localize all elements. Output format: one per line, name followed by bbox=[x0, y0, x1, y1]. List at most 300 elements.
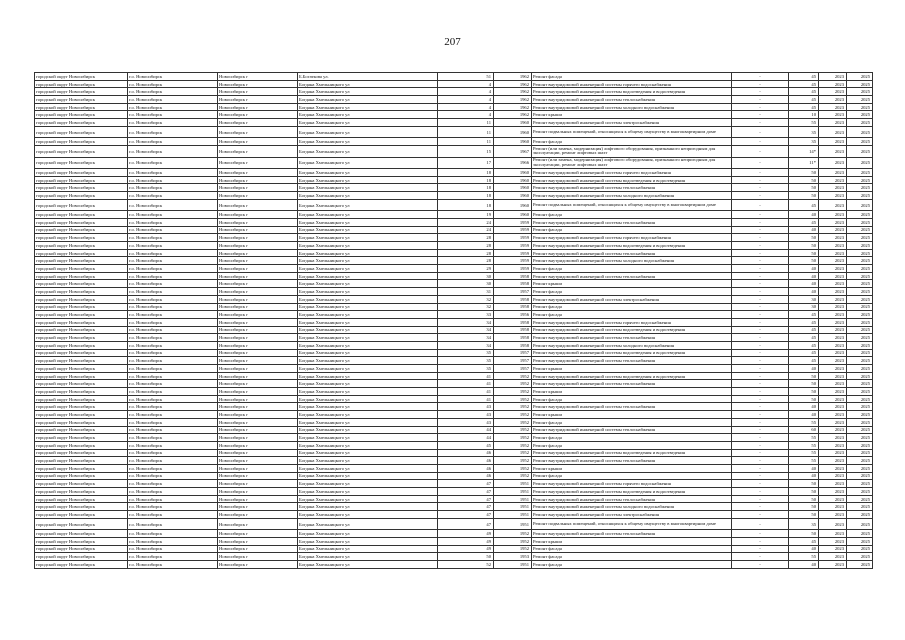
dash-cell: - bbox=[732, 495, 789, 503]
district-cell: г.о. Новосибирск bbox=[128, 537, 218, 545]
street-cell: Богдана Хмельницкого ул bbox=[298, 403, 438, 411]
end-year-cell: 2025 bbox=[847, 372, 873, 380]
house-number-cell: 31 bbox=[438, 288, 494, 296]
work-type-cell: Ремонт фасада bbox=[532, 395, 732, 403]
house-number-cell: 28 bbox=[438, 257, 494, 265]
dash-cell: - bbox=[732, 226, 789, 234]
street-cell: Богдана Хмельницкого ул bbox=[298, 249, 438, 257]
street-cell: Богдана Хмельницкого ул bbox=[298, 226, 438, 234]
work-type-cell: Ремонт фасада bbox=[532, 138, 732, 146]
city-cell: Новосибирск г bbox=[218, 495, 298, 503]
district-cell: г.о. Новосибирск bbox=[128, 126, 218, 138]
table-row bbox=[35, 418, 873, 426]
city-cell: Новосибирск г bbox=[218, 411, 298, 419]
dash-cell: - bbox=[732, 537, 789, 545]
start-year-cell: 2023 bbox=[819, 426, 847, 434]
dash-cell: - bbox=[732, 441, 789, 449]
street-cell: Богдана Хмельницкого ул bbox=[298, 395, 438, 403]
work-type-cell: Ремонт фасада bbox=[532, 288, 732, 296]
year-built-cell: 1958 bbox=[494, 318, 532, 326]
year-built-cell: 1959 bbox=[494, 257, 532, 265]
street-cell: Богдана Хмельницкого ул bbox=[298, 218, 438, 226]
end-year-cell: 2025 bbox=[847, 272, 873, 280]
start-year-cell: 2023 bbox=[819, 418, 847, 426]
table-row bbox=[35, 169, 873, 177]
table-row bbox=[35, 146, 873, 158]
municipality-cell: городской округ Новосибирск bbox=[35, 226, 128, 234]
dash-cell: - bbox=[732, 184, 789, 192]
cost-cell: 45 bbox=[789, 96, 819, 104]
cost-cell: 45 bbox=[789, 318, 819, 326]
start-year-cell: 2023 bbox=[819, 441, 847, 449]
city-cell: Новосибирск г bbox=[218, 341, 298, 349]
district-cell: г.о. Новосибирск bbox=[128, 311, 218, 319]
end-year-cell: 2025 bbox=[847, 280, 873, 288]
dash-cell: - bbox=[732, 103, 789, 111]
year-built-cell: 1951 bbox=[494, 518, 532, 530]
street-cell: Богдана Хмельницкого ул bbox=[298, 234, 438, 242]
cost-cell: 50 bbox=[789, 176, 819, 184]
cost-cell: 55 bbox=[789, 418, 819, 426]
house-number-cell: 45 bbox=[438, 441, 494, 449]
dash-cell: - bbox=[732, 265, 789, 273]
dash-cell: - bbox=[732, 349, 789, 357]
end-year-cell: 2025 bbox=[847, 199, 873, 211]
dash-cell: - bbox=[732, 380, 789, 388]
cost-cell: 40 bbox=[789, 403, 819, 411]
start-year-cell: 2023 bbox=[819, 395, 847, 403]
municipality-cell: городской округ Новосибирск bbox=[35, 265, 128, 273]
street-cell: Богдана Хмельницкого ул bbox=[298, 357, 438, 365]
city-cell: Новосибирск г bbox=[218, 311, 298, 319]
table-row bbox=[35, 111, 873, 119]
city-cell: Новосибирск г bbox=[218, 295, 298, 303]
work-type-cell: Ремонт фасада bbox=[532, 211, 732, 219]
dash-cell: - bbox=[732, 334, 789, 342]
year-built-cell: 1960 bbox=[494, 199, 532, 211]
table-row bbox=[35, 349, 873, 357]
year-built-cell: 1959 bbox=[494, 226, 532, 234]
city-cell: Новосибирск г bbox=[218, 272, 298, 280]
street-cell: Богдана Хмельницкого ул bbox=[298, 537, 438, 545]
start-year-cell: 2023 bbox=[819, 265, 847, 273]
city-cell: Новосибирск г bbox=[218, 146, 298, 158]
start-year-cell: 2023 bbox=[819, 280, 847, 288]
dash-cell: - bbox=[732, 553, 789, 561]
street-cell: Богдана Хмельницкого ул bbox=[298, 488, 438, 496]
dash-cell: - bbox=[732, 295, 789, 303]
municipality-cell: городской округ Новосибирск bbox=[35, 326, 128, 334]
street-cell: Б.Богаткова ул. bbox=[298, 73, 438, 81]
city-cell: Новосибирск г bbox=[218, 372, 298, 380]
end-year-cell: 2025 bbox=[847, 211, 873, 219]
street-cell: Богдана Хмельницкого ул bbox=[298, 511, 438, 519]
dash-cell: - bbox=[732, 96, 789, 104]
work-type-cell: Ремонт подвальных помещений, относящихся к общему имуществу в многоквартирном доме bbox=[532, 518, 732, 530]
cost-cell: 30 bbox=[789, 295, 819, 303]
end-year-cell: 2025 bbox=[847, 111, 873, 119]
house-number-cell: 44 bbox=[438, 426, 494, 434]
street-cell: Богдана Хмельницкого ул bbox=[298, 518, 438, 530]
end-year-cell: 2025 bbox=[847, 218, 873, 226]
district-cell: г.о. Новосибирск bbox=[128, 249, 218, 257]
house-number-cell: 34 bbox=[438, 334, 494, 342]
start-year-cell: 2023 bbox=[819, 457, 847, 465]
cost-cell: 40 bbox=[789, 226, 819, 234]
district-cell: г.о. Новосибирск bbox=[128, 288, 218, 296]
start-year-cell: 2023 bbox=[819, 357, 847, 365]
city-cell: Новосибирск г bbox=[218, 441, 298, 449]
district-cell: г.о. Новосибирск bbox=[128, 103, 218, 111]
street-cell: Богдана Хмельницкого ул bbox=[298, 503, 438, 511]
house-number-cell: 49 bbox=[438, 537, 494, 545]
end-year-cell: 2025 bbox=[847, 464, 873, 472]
year-built-cell: 1952 bbox=[494, 464, 532, 472]
municipality-cell: городской округ Новосибирск bbox=[35, 403, 128, 411]
year-built-cell: 1952 bbox=[494, 403, 532, 411]
start-year-cell: 2023 bbox=[819, 488, 847, 496]
house-number-cell: 49 bbox=[438, 545, 494, 553]
house-number-cell: 35 bbox=[438, 357, 494, 365]
cost-cell: 45 bbox=[789, 311, 819, 319]
district-cell: г.о. Новосибирск bbox=[128, 146, 218, 158]
start-year-cell: 2023 bbox=[819, 138, 847, 146]
year-built-cell: 1966 bbox=[494, 157, 532, 169]
municipality-cell: городской округ Новосибирск bbox=[35, 349, 128, 357]
work-type-cell: Ремонт внутридомовой инженерной системы холодного водоснабжения bbox=[532, 192, 732, 200]
dash-cell: - bbox=[732, 138, 789, 146]
street-cell: Богдана Хмельницкого ул bbox=[298, 176, 438, 184]
start-year-cell: 2023 bbox=[819, 326, 847, 334]
street-cell: Богдана Хмельницкого ул bbox=[298, 288, 438, 296]
dash-cell: - bbox=[732, 80, 789, 88]
district-cell: г.о. Новосибирск bbox=[128, 388, 218, 396]
municipality-cell: городской округ Новосибирск bbox=[35, 488, 128, 496]
year-built-cell: 1962 bbox=[494, 88, 532, 96]
municipality-cell: городской округ Новосибирск bbox=[35, 395, 128, 403]
year-built-cell: 1958 bbox=[494, 303, 532, 311]
city-cell: Новосибирск г bbox=[218, 545, 298, 553]
district-cell: г.о. Новосибирск bbox=[128, 192, 218, 200]
table-row bbox=[35, 218, 873, 226]
table-row bbox=[35, 119, 873, 127]
street-cell: Богдана Хмельницкого ул bbox=[298, 372, 438, 380]
cost-cell: 11* bbox=[789, 157, 819, 169]
end-year-cell: 2025 bbox=[847, 449, 873, 457]
municipality-cell: городской округ Новосибирск bbox=[35, 176, 128, 184]
district-cell: г.о. Новосибирск bbox=[128, 530, 218, 538]
start-year-cell: 2023 bbox=[819, 126, 847, 138]
start-year-cell: 2023 bbox=[819, 96, 847, 104]
street-cell: Богдана Хмельницкого ул bbox=[298, 146, 438, 158]
start-year-cell: 2023 bbox=[819, 73, 847, 81]
table-row bbox=[35, 537, 873, 545]
city-cell: Новосибирск г bbox=[218, 511, 298, 519]
work-type-cell: Ремонт фасада bbox=[532, 418, 732, 426]
end-year-cell: 2025 bbox=[847, 334, 873, 342]
street-cell: Богдана Хмельницкого ул bbox=[298, 157, 438, 169]
cost-cell: 45 bbox=[789, 199, 819, 211]
district-cell: г.о. Новосибирск bbox=[128, 88, 218, 96]
start-year-cell: 2023 bbox=[819, 146, 847, 158]
street-cell: Богдана Хмельницкого ул bbox=[298, 457, 438, 465]
work-type-cell: Ремонт внутридомовой инженерной системы теплоснабжения bbox=[532, 184, 732, 192]
work-type-cell: Ремонт крыши bbox=[532, 411, 732, 419]
cost-cell: 55 bbox=[789, 441, 819, 449]
start-year-cell: 2023 bbox=[819, 449, 847, 457]
cost-cell: 50 bbox=[789, 192, 819, 200]
end-year-cell: 2025 bbox=[847, 503, 873, 511]
table-row bbox=[35, 372, 873, 380]
year-built-cell: 1952 bbox=[494, 418, 532, 426]
house-number-cell: 43 bbox=[438, 411, 494, 419]
start-year-cell: 2023 bbox=[819, 192, 847, 200]
house-number-cell: 49 bbox=[438, 530, 494, 538]
cost-cell: 40 bbox=[789, 365, 819, 373]
street-cell: Богдана Хмельницкого ул bbox=[298, 211, 438, 219]
work-type-cell: Ремонт внутридомовой инженерной системы теплоснабжения bbox=[532, 96, 732, 104]
start-year-cell: 2023 bbox=[819, 495, 847, 503]
work-type-cell: Ремонт подвальных помещений, относящихся к общему имуществу в многоквартирном доме bbox=[532, 199, 732, 211]
street-cell: Богдана Хмельницкого ул bbox=[298, 334, 438, 342]
end-year-cell: 2025 bbox=[847, 192, 873, 200]
house-number-cell: 28 bbox=[438, 249, 494, 257]
work-type-cell: Ремонт внутридомовой инженерной системы водоотведения и водоотведения bbox=[532, 488, 732, 496]
street-cell: Богдана Хмельницкого ул bbox=[298, 272, 438, 280]
dash-cell: - bbox=[732, 545, 789, 553]
work-type-cell: Ремонт внутридомовой инженерной системы горячего водоснабжения bbox=[532, 234, 732, 242]
end-year-cell: 2025 bbox=[847, 511, 873, 519]
start-year-cell: 2023 bbox=[819, 380, 847, 388]
cost-cell: 40 bbox=[789, 411, 819, 419]
table-row bbox=[35, 480, 873, 488]
work-type-cell: Ремонт фасада bbox=[532, 545, 732, 553]
house-number-cell: 43 bbox=[438, 403, 494, 411]
district-cell: г.о. Новосибирск bbox=[128, 357, 218, 365]
district-cell: г.о. Новосибирск bbox=[128, 334, 218, 342]
city-cell: Новосибирск г bbox=[218, 126, 298, 138]
cost-cell: 40 bbox=[789, 472, 819, 480]
house-number-cell: 46 bbox=[438, 449, 494, 457]
cost-cell: 50 bbox=[789, 234, 819, 242]
cost-cell: 40 bbox=[789, 211, 819, 219]
street-cell: Богдана Хмельницкого ул bbox=[298, 318, 438, 326]
end-year-cell: 2025 bbox=[847, 138, 873, 146]
district-cell: г.о. Новосибирск bbox=[128, 265, 218, 273]
district-cell: г.о. Новосибирск bbox=[128, 480, 218, 488]
start-year-cell: 2023 bbox=[819, 288, 847, 296]
start-year-cell: 2023 bbox=[819, 480, 847, 488]
start-year-cell: 2023 bbox=[819, 472, 847, 480]
cost-cell: 40 bbox=[789, 545, 819, 553]
start-year-cell: 2023 bbox=[819, 176, 847, 184]
dash-cell: - bbox=[732, 530, 789, 538]
start-year-cell: 2023 bbox=[819, 88, 847, 96]
city-cell: Новосибирск г bbox=[218, 192, 298, 200]
house-number-cell: 52 bbox=[438, 561, 494, 569]
house-number-cell: 11 bbox=[438, 119, 494, 127]
end-year-cell: 2025 bbox=[847, 80, 873, 88]
work-type-cell: Ремонт фасада bbox=[532, 265, 732, 273]
street-cell: Богдана Хмельницкого ул bbox=[298, 449, 438, 457]
municipality-cell: городской округ Новосибирск bbox=[35, 480, 128, 488]
house-number-cell: 47 bbox=[438, 480, 494, 488]
municipality-cell: городской округ Новосибирск bbox=[35, 561, 128, 569]
table-row bbox=[35, 157, 873, 169]
cost-cell: 50 bbox=[789, 530, 819, 538]
cost-cell: 50 bbox=[789, 388, 819, 396]
house-number-cell: 47 bbox=[438, 503, 494, 511]
work-type-cell: Ремонт внутридомовой инженерной системы теплоснабжения bbox=[532, 272, 732, 280]
street-cell: Богдана Хмельницкого ул bbox=[298, 495, 438, 503]
dash-cell: - bbox=[732, 365, 789, 373]
municipality-cell: городской округ Новосибирск bbox=[35, 146, 128, 158]
year-built-cell: 1952 bbox=[494, 411, 532, 419]
year-built-cell: 1960 bbox=[494, 169, 532, 177]
house-number-cell: 50 bbox=[438, 553, 494, 561]
district-cell: г.о. Новосибирск bbox=[128, 426, 218, 434]
table-row bbox=[35, 441, 873, 449]
municipality-cell: городской округ Новосибирск bbox=[35, 357, 128, 365]
dash-cell: - bbox=[732, 249, 789, 257]
municipality-cell: городской округ Новосибирск bbox=[35, 280, 128, 288]
dash-cell: - bbox=[732, 326, 789, 334]
cost-cell: 60 bbox=[789, 426, 819, 434]
dash-cell: - bbox=[732, 518, 789, 530]
house-number-cell: 46 bbox=[438, 464, 494, 472]
municipality-cell: городской округ Новосибирск bbox=[35, 537, 128, 545]
municipality-cell: городской округ Новосибирск bbox=[35, 318, 128, 326]
city-cell: Новосибирск г bbox=[218, 357, 298, 365]
district-cell: г.о. Новосибирск bbox=[128, 184, 218, 192]
dash-cell: - bbox=[732, 88, 789, 96]
end-year-cell: 2025 bbox=[847, 96, 873, 104]
district-cell: г.о. Новосибирск bbox=[128, 226, 218, 234]
cost-cell: 50 bbox=[789, 169, 819, 177]
cost-cell: 45 bbox=[789, 88, 819, 96]
table-row bbox=[35, 553, 873, 561]
end-year-cell: 2025 bbox=[847, 480, 873, 488]
street-cell: Богдана Хмельницкого ул bbox=[298, 184, 438, 192]
year-built-cell: 1960 bbox=[494, 138, 532, 146]
start-year-cell: 2023 bbox=[819, 334, 847, 342]
work-type-cell: Ремонт крыши bbox=[532, 537, 732, 545]
city-cell: Новосибирск г bbox=[218, 561, 298, 569]
municipality-cell: городской округ Новосибирск bbox=[35, 184, 128, 192]
end-year-cell: 2025 bbox=[847, 411, 873, 419]
city-cell: Новосибирск г bbox=[218, 457, 298, 465]
table-row bbox=[35, 192, 873, 200]
cost-cell: 40 bbox=[789, 265, 819, 273]
year-built-cell: 1952 bbox=[494, 441, 532, 449]
year-built-cell: 1958 bbox=[494, 280, 532, 288]
municipality-cell: городской округ Новосибирск bbox=[35, 295, 128, 303]
work-type-cell: Ремонт внутридомовой инженерной системы водоотведения и водоотведения bbox=[532, 242, 732, 250]
district-cell: г.о. Новосибирск bbox=[128, 503, 218, 511]
end-year-cell: 2025 bbox=[847, 341, 873, 349]
table-row bbox=[35, 96, 873, 104]
end-year-cell: 2025 bbox=[847, 288, 873, 296]
start-year-cell: 2023 bbox=[819, 365, 847, 373]
city-cell: Новосибирск г bbox=[218, 234, 298, 242]
street-cell: Богдана Хмельницкого ул bbox=[298, 545, 438, 553]
cost-cell: 50 bbox=[789, 480, 819, 488]
table-row bbox=[35, 403, 873, 411]
year-built-cell: 1952 bbox=[494, 380, 532, 388]
district-cell: г.о. Новосибирск bbox=[128, 349, 218, 357]
table-row bbox=[35, 503, 873, 511]
cost-cell: 35 bbox=[789, 126, 819, 138]
street-cell: Богдана Хмельницкого ул bbox=[298, 411, 438, 419]
city-cell: Новосибирск г bbox=[218, 488, 298, 496]
start-year-cell: 2023 bbox=[819, 119, 847, 127]
dash-cell: - bbox=[732, 211, 789, 219]
end-year-cell: 2025 bbox=[847, 380, 873, 388]
house-number-cell: 15 bbox=[438, 146, 494, 158]
municipality-cell: городской округ Новосибирск bbox=[35, 341, 128, 349]
municipality-cell: городской округ Новосибирск bbox=[35, 449, 128, 457]
start-year-cell: 2023 bbox=[819, 303, 847, 311]
municipality-cell: городской округ Новосибирск bbox=[35, 288, 128, 296]
house-number-cell: 34 bbox=[438, 341, 494, 349]
year-built-cell: 1957 bbox=[494, 357, 532, 365]
house-number-cell: 4 bbox=[438, 111, 494, 119]
municipality-cell: городской округ Новосибирск bbox=[35, 119, 128, 127]
start-year-cell: 2023 bbox=[819, 318, 847, 326]
year-built-cell: 1952 bbox=[494, 449, 532, 457]
start-year-cell: 2023 bbox=[819, 295, 847, 303]
year-built-cell: 1951 bbox=[494, 511, 532, 519]
municipality-cell: городской округ Новосибирск bbox=[35, 418, 128, 426]
table-row bbox=[35, 530, 873, 538]
work-type-cell: Ремонт фасада bbox=[532, 553, 732, 561]
district-cell: г.о. Новосибирск bbox=[128, 441, 218, 449]
cost-cell: 55 bbox=[789, 553, 819, 561]
year-built-cell: 1959 bbox=[494, 234, 532, 242]
city-cell: Новосибирск г bbox=[218, 73, 298, 81]
city-cell: Новосибирск г bbox=[218, 80, 298, 88]
district-cell: г.о. Новосибирск bbox=[128, 341, 218, 349]
dash-cell: - bbox=[732, 561, 789, 569]
district-cell: г.о. Новосибирск bbox=[128, 272, 218, 280]
end-year-cell: 2025 bbox=[847, 295, 873, 303]
work-type-cell: Ремонт внутридомовой инженерной системы холодного водоснабжения bbox=[532, 341, 732, 349]
municipality-cell: городской округ Новосибирск bbox=[35, 441, 128, 449]
start-year-cell: 2023 bbox=[819, 372, 847, 380]
municipality-cell: городской округ Новосибирск bbox=[35, 545, 128, 553]
start-year-cell: 2023 bbox=[819, 341, 847, 349]
street-cell: Богдана Хмельницкого ул bbox=[298, 561, 438, 569]
end-year-cell: 2025 bbox=[847, 88, 873, 96]
cost-cell: 30 bbox=[789, 303, 819, 311]
dash-cell: - bbox=[732, 511, 789, 519]
end-year-cell: 2025 bbox=[847, 126, 873, 138]
work-plan-table bbox=[34, 72, 873, 569]
district-cell: г.о. Новосибирск bbox=[128, 488, 218, 496]
house-number-cell: 4 bbox=[438, 88, 494, 96]
year-built-cell: 1958 bbox=[494, 334, 532, 342]
city-cell: Новосибирск г bbox=[218, 169, 298, 177]
municipality-cell: городской округ Новосибирск bbox=[35, 211, 128, 219]
city-cell: Новосибирск г bbox=[218, 395, 298, 403]
year-built-cell: 1951 bbox=[494, 488, 532, 496]
street-cell: Богдана Хмельницкого ул bbox=[298, 380, 438, 388]
municipality-cell: городской округ Новосибирск bbox=[35, 426, 128, 434]
district-cell: г.о. Новосибирск bbox=[128, 234, 218, 242]
table-row bbox=[35, 518, 873, 530]
street-cell: Богдана Хмельницкого ул bbox=[298, 111, 438, 119]
dash-cell: - bbox=[732, 472, 789, 480]
